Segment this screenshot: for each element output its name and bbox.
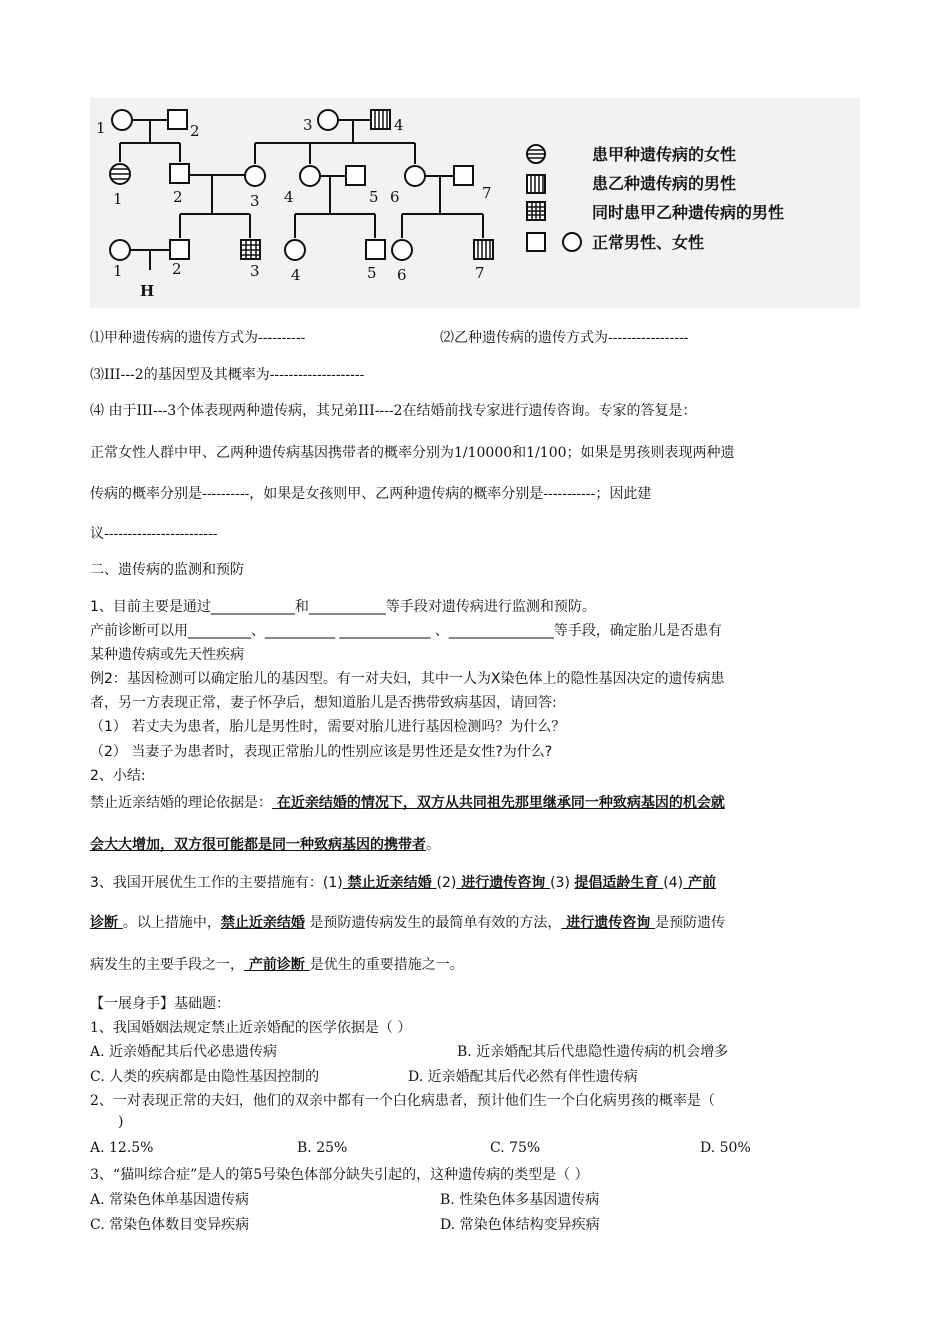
- gen1-label-4: 4: [394, 116, 404, 134]
- gen1-label-3: 3: [303, 116, 313, 134]
- exercise-2-paren: ): [118, 1114, 124, 1130]
- exercise-3-option-b: B. 性染色体多基因遗传病: [440, 1192, 600, 1208]
- svg-text:1: 1: [113, 262, 123, 280]
- ban-answer-2: 会大大增加，双方很可能都是同一种致病基因的携带者: [90, 837, 426, 853]
- legend-1: 患甲种遗传病的女性: [592, 145, 737, 164]
- svg-text:5: 5: [369, 188, 379, 206]
- example-line-1: 例2：基因检测可以确定胎儿的基因型。有一对夫妇，其中一人为X染色体上的隐性基因决定的遗传病患: [90, 671, 725, 687]
- svg-text:4: 4: [291, 266, 301, 284]
- measure-2: 进行遗传咨询: [456, 875, 551, 891]
- exercise-1: 1、我国婚姻法规定禁止近亲婚配的医学依据是（ ）: [90, 1020, 412, 1036]
- measures-line-2: 诊断 。以上措施中，禁止近亲结婚 是预防遗传病发生的最简单有效的方法， 进行遗传咨询 是预防遗传: [90, 915, 726, 931]
- measure-1: 禁止近亲结婚: [342, 875, 437, 891]
- legend-4: 正常男性、女性: [592, 233, 705, 252]
- measures-line-3: 病发生的主要手段之一， 产前诊断 是优生的重要措施之一。: [90, 957, 464, 973]
- question-4-line-4: 议------------------------: [90, 526, 218, 542]
- pedigree-figure: [90, 98, 860, 308]
- measure-3: 提倡适龄生育: [574, 875, 664, 891]
- exercise-2-option-a: A. 12.5%: [90, 1140, 154, 1156]
- exercise-3: 3、“猫叫综合症”是人的第5号染色体部分缺失引起的，这种遗传病的类型是（ ）: [90, 1167, 589, 1183]
- ban-answer-1: 在近亲结婚的情况下，双方从共同祖先那里继承同一种致病基因的机会就: [272, 795, 725, 811]
- exercise-1-option-d: D. 近亲婚配其后代必然有伴性遗传病: [408, 1069, 638, 1085]
- exercise-1-option-b: B. 近亲婚配其后代患隐性遗传病的机会增多: [457, 1044, 729, 1060]
- question-3: ⑶III---2的基因型及其概率为--------------------: [90, 367, 365, 383]
- exercise-2: 2、一对表现正常的夫妇，他们的双亲中都有一个白化病患者，预计他们生一个白化病男孩的概率是（: [90, 1093, 715, 1109]
- exercise-heading: 【一展身手】基础题：: [90, 996, 230, 1012]
- para-2: 产前诊断可以用_________、__________ _____________ 、_______________等手段，确定胎儿是否患有: [90, 623, 722, 639]
- svg-text:1: 1: [113, 190, 123, 208]
- gen1-label-2: 2: [190, 122, 200, 140]
- exercise-1-option-a: A. 近亲婚配其后代必患遗传病: [90, 1044, 278, 1060]
- example-line-2: 者，另一方表现正常，妻子怀孕后，想知道胎儿是否携带致病基因，请回答:: [90, 695, 557, 711]
- legend-2: 患乙种遗传病的男性: [592, 174, 737, 193]
- exercise-2-option-b: B. 25%: [297, 1140, 348, 1156]
- example-line-3: （1） 若丈夫为患者，胎儿是男性时，需要对胎儿进行基因检测吗？为什么？: [90, 719, 566, 735]
- svg-text:6: 6: [397, 266, 407, 284]
- example-line-4: （2） 当妻子为患者时，表现正常胎儿的性别应该是男性还是女性?为什么?: [90, 744, 553, 760]
- svg-text:3: 3: [250, 192, 260, 210]
- section-heading: 二、遗传病的监测和预防: [90, 562, 244, 578]
- para-3: 某种遗传病或先天性疾病: [90, 647, 244, 663]
- svg-text:4: 4: [284, 188, 294, 206]
- ban-line-1: 禁止近亲结婚的理论依据是： 在近亲结婚的情况下，双方从共同祖先那里继承同一种致病基因的机会就: [90, 795, 725, 811]
- question-4-line-1: ⑷ 由于III---3个体表现两种遗传病，其兄弟III----2在结婚前找专家进行遗传咨询。专家的答复是：: [90, 403, 697, 419]
- svg-text:6: 6: [390, 188, 400, 206]
- para-1: 1、目前主要是通过____________和___________等手段对遗传病进行监测和预防。: [90, 599, 596, 615]
- ban-line-2: 会大大增加，双方很可能都是同一种致病基因的携带者。: [90, 837, 440, 853]
- pedigree-diagram: [90, 98, 860, 308]
- exercise-1-option-c: C. 人类的疾病都是由隐性基因控制的: [90, 1069, 320, 1085]
- measure-4: 产前: [683, 875, 716, 891]
- question-2: ⑵乙种遗传病的遗传方式为-----------------: [440, 330, 689, 346]
- svg-text:3: 3: [250, 262, 260, 280]
- legend-3: 同时患甲乙种遗传病的男性: [592, 203, 785, 222]
- svg-text:7: 7: [475, 264, 485, 282]
- exercise-3-option-a: A. 常染色体单基因遗传病: [90, 1192, 250, 1208]
- exercise-3-option-d: D. 常染色体结构变异疾病: [440, 1217, 600, 1233]
- exercise-2-option-d: D. 50%: [700, 1140, 751, 1156]
- gen1-label-1: 1: [96, 119, 106, 137]
- exercise-2-option-c: C. 75%: [490, 1140, 541, 1156]
- question-4-line-3: 传病的概率分别是----------，如果是女孩则甲、乙两种遗传病的概率分别是-----------；因此建: [90, 486, 652, 502]
- svg-text:5: 5: [367, 264, 377, 282]
- measures-line-1: 3、我国开展优生工作的主要措施有：(1) 禁止近亲结婚 (2) 进行遗传咨询 (3) 提倡适龄生育 (4) 产前: [90, 875, 716, 891]
- question-4-line-2: 正常女性人群中甲、乙两种遗传病基因携带者的概率分别为1/10000和1/100；如果是男孩则表现两种遗: [90, 445, 735, 461]
- svg-text:2: 2: [173, 188, 183, 206]
- h-label: H: [140, 282, 155, 300]
- female-symbol: [112, 110, 132, 130]
- exercise-3-option-c: C. 常染色体数目变异疾病: [90, 1217, 250, 1233]
- summary-heading: 2、小结:: [90, 768, 146, 784]
- svg-text:7: 7: [482, 184, 492, 202]
- question-1: ⑴甲种遗传病的遗传方式为----------: [90, 330, 306, 346]
- male-symbol: [168, 110, 187, 129]
- svg-text:2: 2: [172, 260, 182, 278]
